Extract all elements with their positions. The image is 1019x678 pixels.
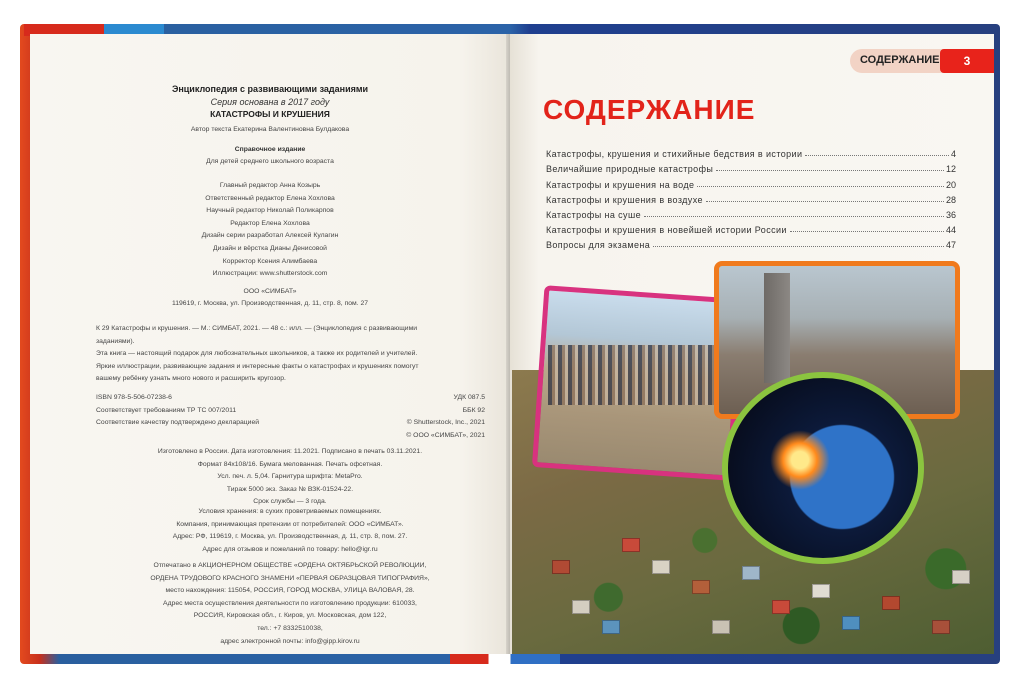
toc-leader — [706, 201, 944, 202]
credit-line: Дизайн серии разработал Алексей Кулагин — [201, 232, 339, 240]
print-line: Изготовлено в России. Дата изготовления: 11.2021. Подписано в печать 03.11.2021. — [157, 448, 423, 455]
credit-line: Редактор Елена Хохлова — [230, 219, 310, 227]
roof-shape — [692, 580, 710, 594]
roof-shape — [602, 620, 620, 634]
copyright-line: © ООО «СИМБАТ», 2021 — [406, 431, 485, 439]
credit-line: Ответственный редактор Елена Хохлова — [205, 194, 335, 202]
toc-entry-page: 20 — [945, 179, 956, 190]
roof-shape — [952, 570, 970, 584]
toc-entry-page: 47 — [945, 240, 956, 251]
publisher-address: 119619, г. Москва, ул. Производственная, д. 11, стр. 8, пом. 27 — [171, 300, 369, 307]
credit-line: Научный редактор Николай Поликарпов — [206, 207, 334, 215]
book-title: КАТАСТРОФЫ И КРУШЕНИЯ — [210, 109, 330, 119]
bbk-code: ББК 92 — [462, 406, 485, 414]
roof-shape — [622, 538, 640, 552]
contents-title: СОДЕРЖАНИЕ — [543, 94, 756, 125]
toc-leader — [644, 216, 944, 217]
audience-line: Для детей среднего школьного возраста — [206, 158, 334, 165]
toc-entry-title: Катастрофы на суше — [546, 209, 641, 220]
printer-line: РОССИЯ, Кировская обл., г. Киров, ул. Московская, дом 122, — [193, 612, 387, 620]
toc-leader — [697, 186, 944, 187]
ruined-tower-shape — [764, 273, 790, 383]
toc-leader — [790, 231, 944, 232]
page-number: 3 — [940, 49, 994, 73]
toc-entry-page: 44 — [945, 225, 956, 236]
toc-leader — [653, 246, 944, 247]
toc-entry — [546, 159, 956, 174]
toc-entry-title: Катастрофы и крушения в воздухе — [546, 194, 703, 205]
classification-block — [360, 392, 485, 442]
credit-line: Корректор Ксения Алимбаева — [222, 257, 318, 265]
description-line: Эта книга — настоящий подарок для любознательных школьников, а также их родителей и учителей. — [96, 350, 418, 358]
illustrations-line: Иллюстрации: www.shutterstock.com — [212, 270, 328, 277]
toc-entry — [546, 190, 956, 205]
table-of-contents — [546, 144, 956, 250]
roof-shape — [842, 616, 860, 630]
toc-entry — [546, 235, 956, 250]
toc-entry-page: 4 — [950, 149, 956, 160]
catalog-block — [96, 323, 496, 386]
roof-shape — [572, 600, 590, 614]
credit-line: Дизайн и вёрстка Дианы Денисовой — [213, 244, 327, 252]
toc-entry-title: Катастрофы и крушения на воде — [546, 179, 695, 190]
printer-line: ОРДЕНА ТРУДОВОГО КРАСНОГО ЗНАМЕНИ «ПЕРВАЯ ОБРАЗЦОВАЯ ТИПОГРАФИЯ», — [150, 574, 430, 582]
roof-shape — [552, 560, 570, 574]
credit-line: Главный редактор Анна Козырь — [219, 182, 321, 189]
series-line: Серия основана в 2017 году — [210, 97, 330, 107]
print-info-block — [110, 446, 470, 509]
copyright-line: © Shutterstock, Inc., 2021 — [406, 419, 485, 427]
roof-shape — [772, 600, 790, 614]
toc-entry-title: Катастрофы, крушения и стихийные бедствия в истории — [546, 149, 803, 160]
impact-glow — [770, 430, 830, 490]
print-line: Формат 84х108/16. Бумага мелованная. Печать офсетная. — [197, 460, 383, 468]
storage-line: Адрес для отзывов и пожеланий по товару: hello@igr.ru — [202, 545, 378, 553]
publisher-name: ООО «СИМБАТ» — [243, 288, 297, 295]
author-line: Автор текста Екатерина Валентиновна Булдакова — [190, 126, 350, 133]
catalog-line: заданиями). — [96, 337, 135, 345]
edition-type: Справочное издание — [234, 146, 306, 153]
print-line: Усл. печ. л. 5,04. Гарнитура шрифта: MetaPro. — [217, 473, 363, 481]
toc-entry-title: Вопросы для экзамена — [546, 240, 651, 251]
roof-shape — [742, 566, 760, 580]
roof-shape — [652, 560, 670, 574]
description-line: Яркие иллюстрации, развивающие задания и интересные факты о катастрофах и крушениях помогут — [96, 362, 419, 370]
isbn: ISBN 978-5-506-07238-6 — [96, 394, 172, 401]
crowd-figures — [548, 345, 718, 405]
compliance-line: Соответствует требованиям ТР ТС 007/2011 — [96, 406, 237, 414]
roof-shape — [932, 620, 950, 634]
print-line: Срок службы — 3 года. — [253, 498, 327, 506]
printer-line: тел.: +7 8332510038, — [257, 624, 323, 632]
toc-entry — [546, 220, 956, 235]
toc-entry — [546, 144, 956, 159]
storage-block — [110, 506, 470, 556]
toc-entry-page: 36 — [945, 209, 956, 220]
toc-leader — [716, 170, 944, 171]
printer-line: Отпечатано в АКЦИОНЕРНОМ ОБЩЕСТВЕ «ОРДЕНА ОКТЯБРЬСКОЙ РЕВОЛЮЦИИ, — [153, 562, 427, 569]
toc-entry-page: 12 — [945, 164, 956, 175]
description-line: вашему ребёнку узнать много нового и расширить кругозор. — [96, 375, 286, 383]
storage-line: Адрес: РФ, 119619, г. Москва, ул. Производственная, д. 11, стр. 8, пом. 27. — [172, 533, 408, 541]
printer-line: адрес электронной почты: info@gipp.kirov.ru — [220, 637, 360, 645]
toc-entry — [546, 205, 956, 220]
roof-shape — [712, 620, 730, 634]
roof-shape — [812, 584, 830, 598]
toc-entry-title: Величайшие природные катастрофы — [546, 164, 714, 175]
compliance-line: Соответствие качеству подтверждено декларацией — [96, 419, 260, 427]
toc-entry — [546, 174, 956, 189]
toc-leader — [805, 155, 949, 156]
storage-line: Компания, принимающая претензии от потребителей: ООО «СИМБАТ». — [176, 520, 404, 528]
print-line: Тираж 5000 экз. Заказ № ВЗК-01524-22. — [226, 485, 354, 493]
toc-entry-title: Катастрофы и крушения в новейшей истории России — [546, 225, 787, 236]
udk-code: УДК 087.5 — [453, 394, 485, 401]
printer-block — [100, 560, 480, 648]
credits-block — [120, 180, 420, 268]
roof-shape — [882, 596, 900, 610]
catalog-line: К 29 Катастрофы и крушения. — М.: СИМБАТ, 2021. — 48 с.: илл. — (Энциклопедия с развивающими — [96, 325, 418, 332]
printer-line: место нахождения: 115054, РОССИЯ, ГОРОД МОСКВА, УЛИЦА ВАЛОВАЯ, 28. — [165, 587, 415, 595]
printer-line: Адрес места осуществления деятельности по изготовлению продукции: 610033, — [163, 599, 417, 607]
toc-entry-page: 28 — [945, 194, 956, 205]
section-tab-label: СОДЕРЖАНИЕ — [860, 54, 940, 66]
encyclopedia-header: Энциклопедия с развивающими заданиями — [171, 84, 369, 94]
storage-line: Условия хранения: в сухих проветриваемых помещениях. — [198, 508, 382, 515]
cover-flag-stripe — [450, 654, 560, 664]
